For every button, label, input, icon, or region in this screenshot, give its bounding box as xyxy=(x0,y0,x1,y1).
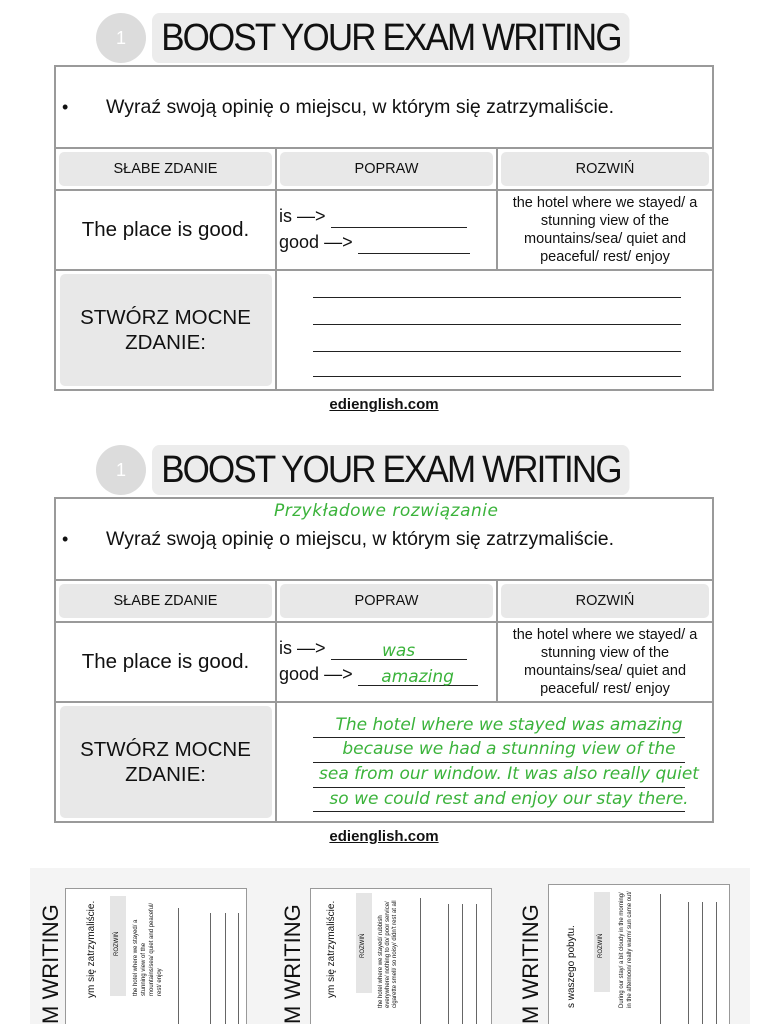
fix-line-good: good —> amazing xyxy=(279,664,478,686)
strong-sentence-label: STWÓRZ MOCNE ZDANIE: xyxy=(60,274,272,386)
header-expand: ROZWIŃ xyxy=(501,584,709,618)
thumbnail-header: ROZWIŃ xyxy=(598,933,604,958)
thumbnail-title: M WRITING xyxy=(38,904,63,1024)
weak-sentence: The place is good. xyxy=(56,191,277,269)
handwritten-answer-line: because we had a stunning view of the xyxy=(342,739,676,759)
fix-blank-is[interactable] xyxy=(331,206,467,228)
thumbnail-header: ROZWIŃ xyxy=(360,933,366,958)
handwritten-answer-line: so we could rest and enjoy our stay there. xyxy=(329,789,689,809)
example-solution-label: Przykładowe rozwiązanie xyxy=(274,501,499,521)
thumbnail-task: ym się zatrzymaliście. xyxy=(326,900,337,998)
answer-line[interactable] xyxy=(313,376,681,377)
worksheet-2-table xyxy=(54,497,714,823)
header-weak-sentence: SŁABE ZDANIE xyxy=(59,152,272,186)
strong-sentence-row xyxy=(56,703,712,821)
strong-sentence-row xyxy=(56,271,712,389)
fix-line-is: is —> xyxy=(279,206,467,228)
answer-line[interactable] xyxy=(313,351,681,352)
sentence-row xyxy=(56,191,712,271)
fix-cell xyxy=(277,191,498,269)
answer-line[interactable] xyxy=(313,297,681,298)
thumbnail-title: M WRITING xyxy=(280,904,305,1024)
header-expand: ROZWIŃ xyxy=(501,152,709,186)
header-row xyxy=(56,149,712,191)
number-badge: 1 xyxy=(96,445,146,495)
thumbnail-page-2[interactable] xyxy=(270,868,510,1024)
expand-hints: the hotel where we stayed/ a stunning view of the mountains/sea/ quiet and peaceful/ rest/ enjoy xyxy=(512,195,698,265)
header-weak-sentence: SŁABE ZDANIE xyxy=(59,584,272,618)
thumbnail-expand: the hotel where we stayed/ a stunning view of the mountains/sea/ quiet and peaceful/ rest/ enjoy xyxy=(133,902,163,996)
handwritten-answer-line: The hotel where we stayed was amazing xyxy=(335,715,683,735)
bullet-icon: • xyxy=(62,96,69,117)
number-badge: 1 xyxy=(96,13,146,63)
answer-line xyxy=(313,811,685,812)
thumbnail-expand: the hotel where we stayed/ rubbish everywhere/ nothing to do/ poor service/ cigarette smell/ so noisy/ didn't rest at all xyxy=(378,900,398,1008)
task-row xyxy=(56,499,712,581)
expand-hints: the hotel where we stayed/ a stunning view of the mountains/sea/ quiet and peaceful/ rest/ enjoy xyxy=(512,627,698,697)
bullet-icon: • xyxy=(62,528,69,549)
thumbnail-header: ROZWIŃ xyxy=(114,931,120,956)
fix-cell xyxy=(277,623,498,701)
fix-blank-good[interactable] xyxy=(358,232,470,254)
worksheet-2-title-row xyxy=(96,444,671,496)
answer-area[interactable] xyxy=(277,271,712,389)
worksheet-1-title-row xyxy=(96,12,671,64)
thumbnail-title: M WRITING xyxy=(518,904,543,1024)
footer-link[interactable]: edienglish.com xyxy=(329,396,439,413)
task-text: Wyraź swoją opinię o miejscu, w którym się zatrzymaliście. xyxy=(106,527,615,550)
header-fix: POPRAW xyxy=(280,584,493,618)
worksheet-1-table xyxy=(54,65,714,391)
page-title: BOOST YOUR EXAM WRITING xyxy=(152,445,630,495)
fix-line-is: is —> was xyxy=(279,638,467,660)
answer-line xyxy=(313,762,685,763)
thumbnail-task: ym się zatrzymaliście. xyxy=(86,900,97,998)
answer-line[interactable] xyxy=(313,324,681,325)
task-row xyxy=(56,67,712,149)
strong-sentence-label: STWÓRZ MOCNE ZDANIE: xyxy=(60,706,272,818)
fix-blank-good[interactable]: amazing xyxy=(358,664,478,686)
handwritten-answer-line: sea from our window. It was also really quiet xyxy=(319,764,699,784)
weak-sentence: The place is good. xyxy=(56,623,277,701)
fix-line-good: good —> xyxy=(279,232,470,254)
footer-link[interactable]: edienglish.com xyxy=(329,828,439,845)
answer-line xyxy=(313,787,685,788)
thumbnail-task: s waszego pobytu. xyxy=(566,925,577,1008)
header-row xyxy=(56,581,712,623)
page-title: BOOST YOUR EXAM WRITING xyxy=(152,13,630,63)
task-text: Wyraź swoją opinię o miejscu, w którym się zatrzymaliście. xyxy=(106,95,615,118)
answer-area[interactable] xyxy=(277,703,712,821)
thumbnail-page-3[interactable] xyxy=(510,868,750,1024)
sentence-row xyxy=(56,623,712,703)
answer-line xyxy=(313,737,685,738)
fix-blank-is[interactable]: was xyxy=(331,638,467,660)
thumbnail-page-1[interactable] xyxy=(30,868,270,1024)
header-fix: POPRAW xyxy=(280,152,493,186)
thumbnail-expand: During our stay/ a bit cloudy in the morning/ in the afternoon/ really warm/ sun came out/ xyxy=(619,891,633,1008)
